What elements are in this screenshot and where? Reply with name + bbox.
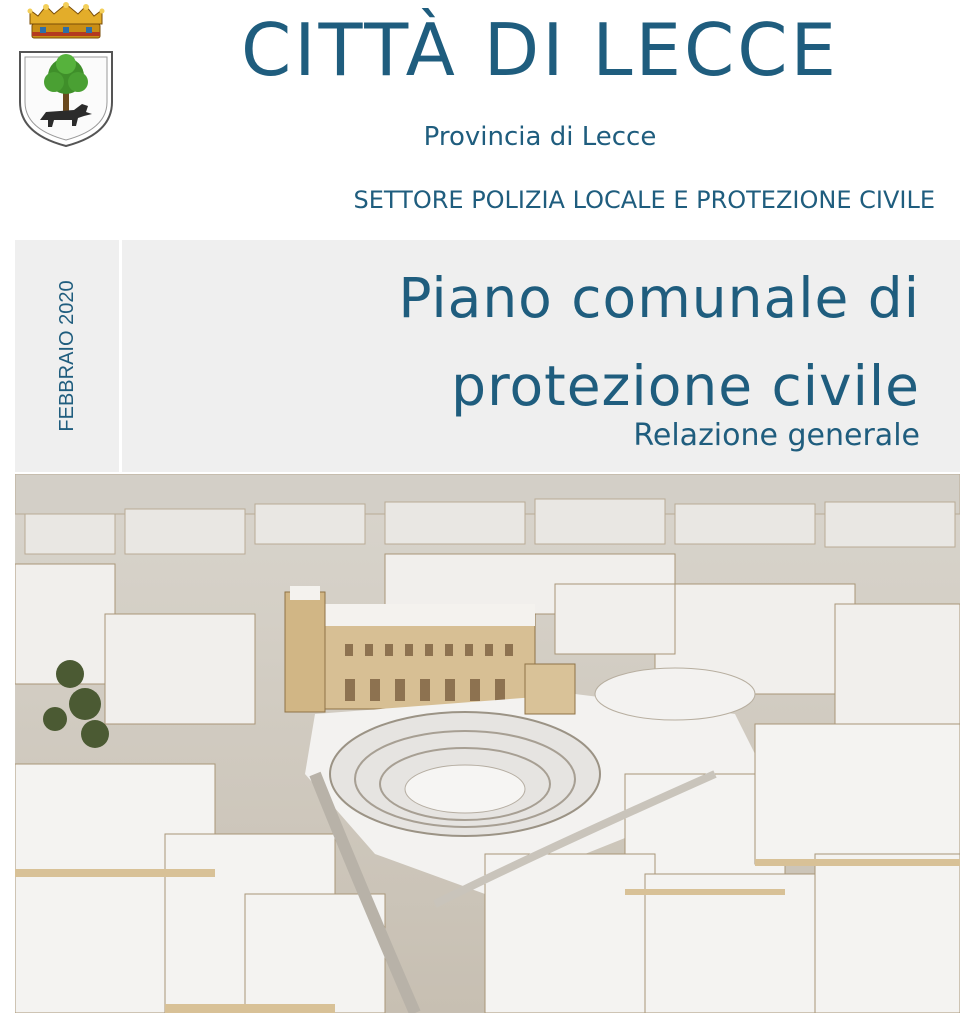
sector-label: SETTORE POLIZIA LOCALE E PROTEZIONE CIVILE xyxy=(353,186,935,214)
document-subtitle: Relazione generale xyxy=(633,418,920,453)
document-date: FEBBRAIO 2020 xyxy=(56,280,78,432)
province-label: Provincia di Lecce xyxy=(423,122,657,152)
aerial-city-photo xyxy=(15,474,960,1013)
crown-icon xyxy=(28,2,105,38)
document-title xyxy=(120,254,920,430)
title-band xyxy=(15,240,960,472)
city-title: CITTÀ DI LECCE xyxy=(241,8,839,92)
document-title-line2: protezione civile xyxy=(451,354,920,418)
document-title-line1: Piano comunale di xyxy=(398,266,920,330)
coat-of-arms xyxy=(16,2,116,148)
